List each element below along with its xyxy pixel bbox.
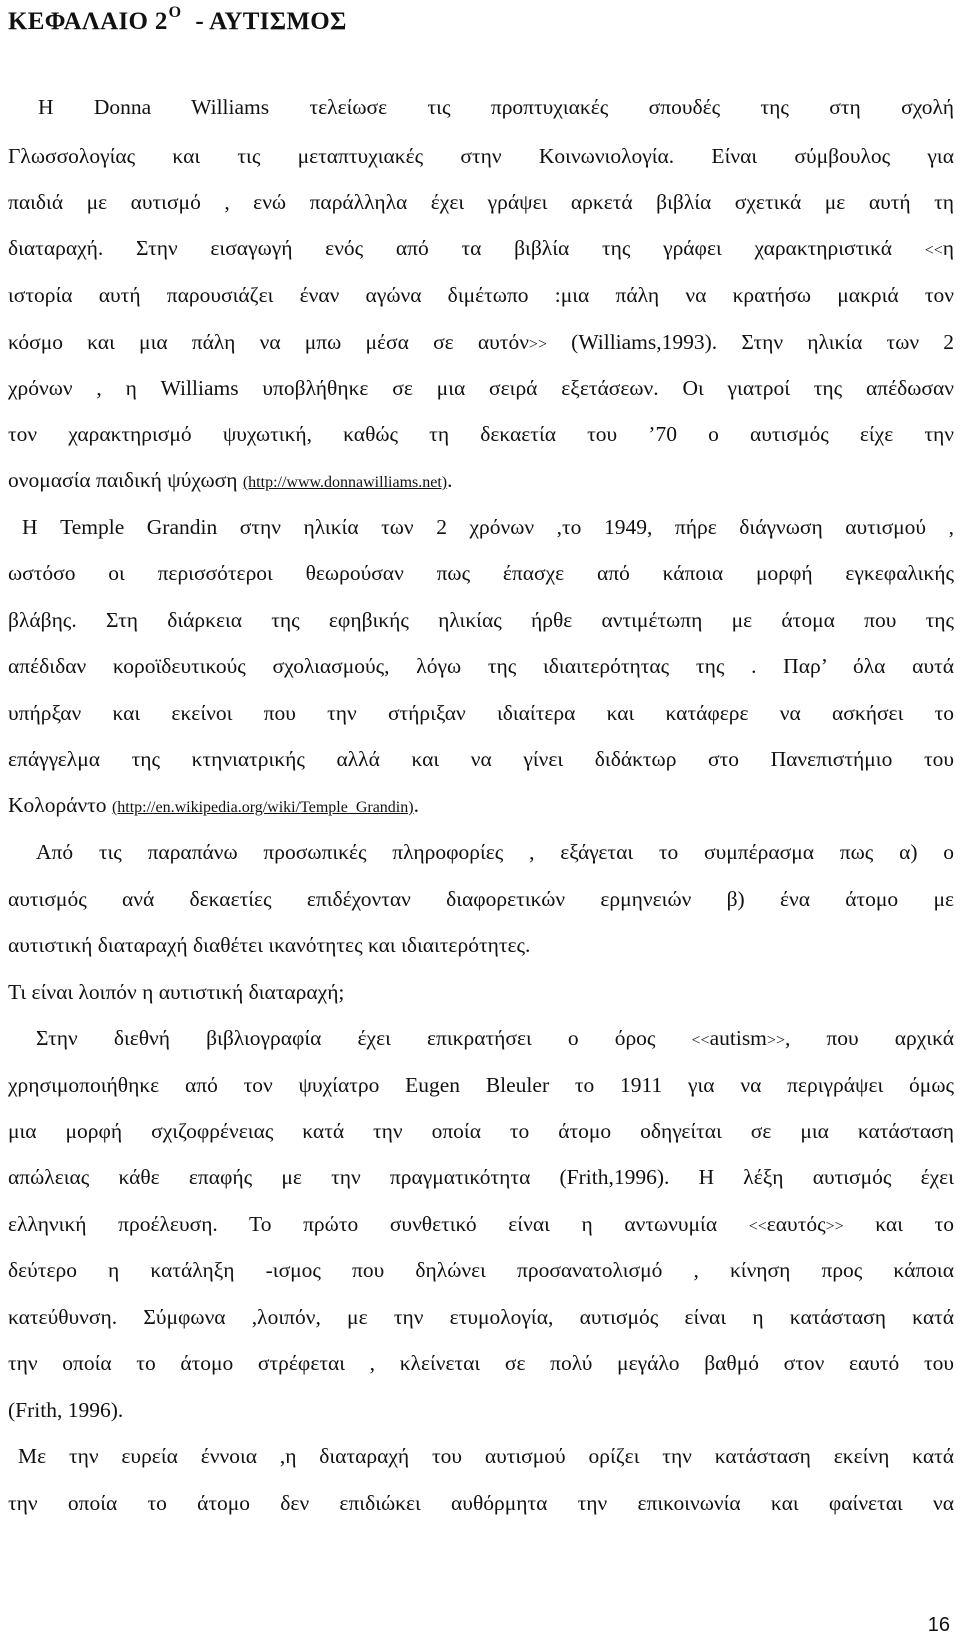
text-line: ελληνική προέλευση. Το πρώτο συνθετικό είναι η αντωνυμία <<εαυτός>> και το — [8, 1212, 954, 1236]
text-line: ονομασία παιδική ψύχωση (http://www.donnawilliams.net). — [8, 468, 453, 492]
text-line: κόσμο και μια πάλη να μπω μέσα σε αυτόν>> (Williams,1993). Στην ηλικία των 2 — [8, 330, 954, 354]
text-line: αυτισμός ανά δεκαετίες επιδέχονταν διαφορετικών ερμηνειών β) ένα άτομο με — [8, 887, 954, 911]
text-line: υπήρξαν και εκείνοι που την στήριξαν ιδιαίτερα και κατάφερε να ασκήσει το — [8, 701, 954, 725]
text-line: Από τις παραπάνω προσωπικές πληροφορίες , εξάγεται το συμπέρασμα πως α) ο — [36, 840, 954, 864]
text-line: Η Donna Williams τελείωσε τις προπτυχιακές σπουδές της στη σχολή — [38, 95, 954, 119]
chapter-heading-suffix: - ΑΥΤΙΣΜΟΣ — [195, 8, 347, 35]
text-line: χρόνων , η Williams υποβλήθηκε σε μια σειρά εξετάσεων. Οι γιατροί της απέδωσαν — [8, 376, 954, 400]
text-line: αυτιστική διαταραχή διαθέτει ικανότητες και ιδιαιτερότητες. — [8, 933, 531, 957]
text-line: Στην διεθνή βιβλιογραφία έχει επικρατήσει ο όρος <<autism>>, που αρχικά — [36, 1026, 954, 1050]
donnawilliams-link[interactable]: (http://www.donnawilliams.net) — [242, 474, 448, 491]
text-line: βλάβης. Στη διάρκεια της εφηβικής ηλικίας ήρθε αντιμέτωπη με άτομα που της — [8, 608, 954, 632]
text-line: μια μορφή σχιζοφρένειας κατά την οποία το άτομο οδηγείται σε μια κατάσταση — [8, 1119, 954, 1143]
text-line: (Frith, 1996). — [8, 1398, 124, 1422]
chapter-heading-prefix: ΚΕΦΑΛΑΙΟ 2 — [8, 8, 168, 35]
chapter-heading-superscript: Ο — [168, 4, 182, 21]
text-line: απέδιδαν κοροϊδευτικούς σχολιασμούς, λόγω της ιδιαιτερότητας της . Παρ’ όλα αυτά — [8, 654, 954, 678]
text-line: Γλωσσολογίας και τις μεταπτυχιακές στην Κοινωνιολογία. Είναι σύμβουλος για — [8, 144, 954, 168]
text-line: διαταραχή. Στην εισαγωγή ενός από τα βιβλία της γράφει χαρακτηριστικά <<η — [8, 236, 954, 260]
text-line: Η Temple Grandin στην ηλικία των 2 χρόνων ,το 1949, πήρε διάγνωση αυτισμού , — [22, 515, 954, 539]
text-line: επάγγελμα της κτηνιατρικής αλλά και να γίνει διδάκτωρ στο Πανεπιστήμιο του — [8, 747, 954, 771]
section-question: Τι είναι λοιπόν η αυτιστική διαταραχή; — [8, 980, 345, 1004]
text-line: ωστόσο οι περισσότεροι θεωρούσαν πως έπασχε από κάποια μορφή εγκεφαλικής — [8, 561, 954, 585]
chapter-heading — [8, 4, 347, 36]
text-line: παιδιά με αυτισμό , ενώ παράλληλα έχει γράψει αρκετά βιβλία σχετικά με αυτή τη — [8, 190, 954, 214]
text-line: κατεύθυνση. Σύμφωνα ,λοιπόν, με την ετυμολογία, αυτισμός είναι η κατάσταση κατά — [8, 1305, 954, 1329]
page-number: 16 — [927, 1614, 950, 1636]
text-line: Κολοράντο (http://en.wikipedia.org/wiki/Temple_Grandin). — [8, 793, 419, 817]
text-line: την οποία το άτομο δεν επιδιώκει αυθόρμητα την επικοινωνία και φαίνεται να — [8, 1491, 954, 1515]
wikipedia-link[interactable]: (http://en.wikipedia.org/wiki/Temple_Grandin) — [111, 799, 414, 816]
text-line: χρησιμοποιήθηκε από τον ψυχίατρο Eugen Bleuler το 1911 για να περιγράψει όμως — [8, 1073, 954, 1097]
text-line: απώλειας κάθε επαφής με την πραγματικότητα (Frith,1996). Η λέξη αυτισμός έχει — [8, 1165, 954, 1189]
text-line: τον χαρακτηρισμό ψυχωτική, καθώς τη δεκαετία του ’70 ο αυτισμός είχε την — [8, 422, 954, 446]
text-line: ιστορία αυτή παρουσιάζει έναν αγώνα διμέτωπο :μια πάλη να κρατήσω μακριά τον — [8, 283, 954, 307]
text-line: την οποία το άτομο στρέφεται , κλείνεται σε πολύ μεγάλο βαθμό στον εαυτό του — [8, 1351, 954, 1375]
text-line: δεύτερο η κατάληξη -ισμος που δηλώνει προσανατολισμό , κίνηση προς κάποια — [8, 1258, 954, 1282]
text-line: Με την ευρεία έννοια ,η διαταραχή του αυτισμού ορίζει την κατάσταση εκείνη κατά — [18, 1444, 954, 1468]
